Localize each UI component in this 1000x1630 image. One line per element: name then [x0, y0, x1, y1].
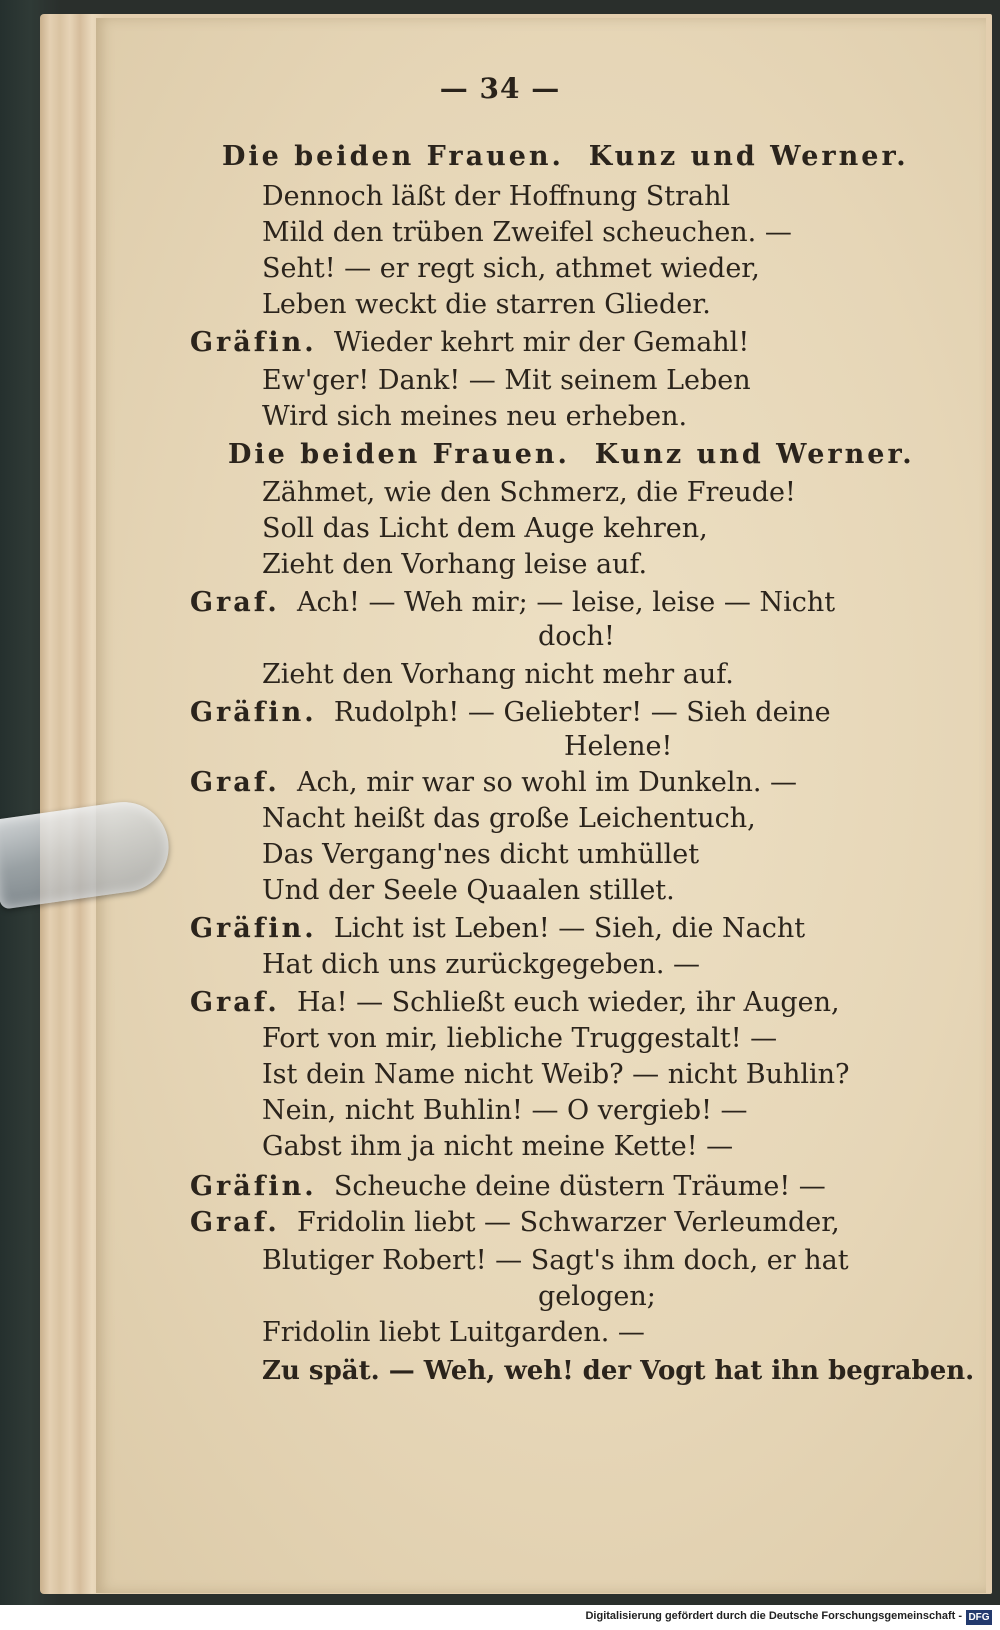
- verse-line: Fort von mir, liebliche Truggestalt! —: [262, 1023, 778, 1054]
- verse-line: Fridolin liebt Luitgarden. —: [262, 1317, 645, 1348]
- verse-line: Zieht den Vorhang nicht mehr auf.: [262, 659, 734, 690]
- dfg-logo: DFG: [966, 1610, 992, 1625]
- verse-line: Zu spät. — Weh, weh! der Vogt hat ihn begraben.: [262, 1356, 975, 1386]
- verse-line: Mild den trüben Zweifel scheuchen. —: [262, 217, 792, 248]
- verse-continuation: gelogen;: [538, 1281, 656, 1312]
- speaker-name: Graf.: [190, 987, 280, 1018]
- dialogue-line: Gräfin. Licht ist Leben! — Sieh, die Nacht: [190, 913, 806, 944]
- dialogue-line: Graf. Fridolin liebt — Schwarzer Verleumder,: [190, 1207, 840, 1238]
- speaker-name: Gräfin.: [190, 697, 317, 728]
- speaker-name: Gräfin.: [190, 913, 317, 944]
- funding-credit: Digitalisierung gefördert durch die Deutsche Forschungsgemeinschaft -: [585, 1610, 962, 1622]
- verse-line: Wird sich meines neu erheben.: [262, 401, 688, 432]
- dialogue-line: Gräfin. Wieder kehrt mir der Gemahl!: [190, 327, 750, 358]
- verse-line: Blutiger Robert! — Sagt's ihm doch, er hat: [262, 1245, 849, 1276]
- verse-line: Zähmet, wie den Schmerz, die Freude!: [262, 477, 796, 508]
- verse-line: Ist dein Name nicht Weib? — nicht Buhlin?: [262, 1059, 850, 1090]
- dialogue-line: Graf. Ha! — Schließt euch wieder, ihr Augen,: [190, 987, 840, 1018]
- speaker-name: Graf.: [190, 1207, 280, 1238]
- verse-line: Zieht den Vorhang leise auf.: [262, 549, 648, 580]
- stage-direction: Die beiden Frauen. Kunz und Werner.: [228, 439, 915, 470]
- speaker-name: Graf.: [190, 767, 280, 798]
- verse-continuation: Helene!: [564, 731, 673, 762]
- verse-line: Leben weckt die starren Glieder.: [262, 289, 711, 320]
- verse-line: Ew'ger! Dank! — Mit seinem Leben: [262, 365, 751, 396]
- speaker-name: Graf.: [190, 587, 280, 618]
- dialogue-line: Gräfin. Rudolph! — Geliebter! — Sieh deine: [190, 697, 831, 728]
- speaker-name: Gräfin.: [190, 327, 317, 358]
- dialogue-line: Graf. Ach, mir war so wohl im Dunkeln. —: [190, 767, 798, 798]
- page-number: — 34 —: [439, 72, 561, 105]
- stage-direction: Die beiden Frauen. Kunz und Werner.: [222, 141, 909, 172]
- verse-line: Seht! — er regt sich, athmet wieder,: [262, 253, 760, 284]
- verse-continuation: doch!: [538, 621, 615, 652]
- verse-line: Hat dich uns zurückgegeben. —: [262, 949, 701, 980]
- verse-line: Nein, nicht Buhlin! — O vergieb! —: [262, 1095, 748, 1126]
- verse-line: Gabst ihm ja nicht meine Kette! —: [262, 1131, 734, 1162]
- footer-bar: [0, 1605, 1000, 1630]
- verse-line: Und der Seele Quaalen stillet.: [262, 875, 675, 906]
- dialogue-line: Gräfin. Scheuche deine düstern Träume! —: [190, 1171, 826, 1202]
- verse-line: Das Vergang'nes dicht umhüllet: [262, 839, 700, 870]
- dialogue-line: Graf. Ach! — Weh mir; — leise, leise — Nicht: [190, 587, 836, 618]
- verse-line: Nacht heißt das große Leichentuch,: [262, 803, 756, 834]
- speaker-name: Gräfin.: [190, 1171, 317, 1202]
- verse-line: Dennoch läßt der Hoffnung Strahl: [262, 181, 731, 212]
- verse-line: Soll das Licht dem Auge kehren,: [262, 513, 708, 544]
